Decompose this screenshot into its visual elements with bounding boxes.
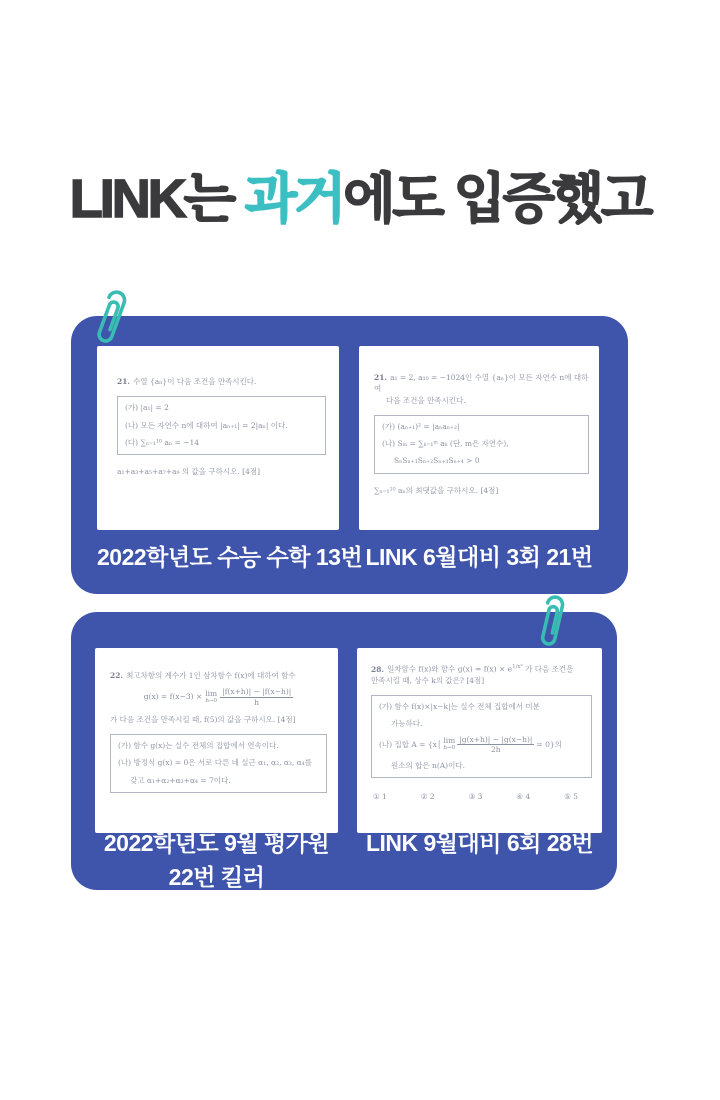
lim-subscript: h→0 — [205, 697, 218, 704]
problem-equation — [110, 687, 327, 707]
condition-box — [110, 734, 327, 793]
caption-pyeonggawon-killer — [95, 826, 338, 894]
condition-ga: (가) (aₙ₊₁)² = |aₙaₙ₊₂| — [382, 421, 460, 431]
fraction — [220, 687, 293, 707]
caption-link-june: LINK 6월대비 3회 21번 — [365, 544, 593, 570]
problem-head-text: a₁ = 2, a₁₀ = −1024인 수열 {aₙ}이 모든 자연수 n에 대하여 — [374, 373, 589, 394]
exam-card-past — [71, 316, 628, 594]
problem-head — [374, 372, 589, 395]
problem-head — [117, 376, 326, 387]
lim-label: lim — [443, 736, 456, 746]
fraction — [457, 735, 534, 755]
na-prefix: (나) 집합 A = {x│ — [379, 739, 442, 749]
problem-head — [110, 670, 327, 681]
lim-subscript: h→0 — [443, 744, 456, 751]
condition-ga: (가) 함수 g(x)는 실수 전체의 집합에서 연속이다. — [118, 741, 279, 750]
lim-label: lim — [205, 689, 218, 698]
condition-na-line2: 원소의 합은 n(A)이다. — [391, 761, 465, 770]
problem-head-line2: 다음 조건을 만족시킨다. — [386, 395, 466, 405]
caption-line-1: 2022학년도 9월 평가원 — [103, 830, 330, 856]
problem-head-text: 최고차항의 계수가 1인 삼차함수 f(x)에 대하여 함수 — [126, 671, 296, 680]
na-suffix: = 0}의 — [536, 739, 562, 749]
condition-box — [117, 396, 326, 455]
limit-operator — [443, 737, 455, 751]
problem-question: ∑ₙ₌₁¹⁰ aₙ의 최댓값을 구하시오. [4점] — [374, 485, 499, 495]
problem-number: 28. — [371, 664, 385, 674]
title-post: 에도 입증했고 — [343, 169, 651, 230]
problem-number: 22. — [110, 671, 124, 680]
page-title — [0, 156, 720, 233]
choice-2: ② 2 — [420, 792, 435, 802]
problem-head-text: 수열 {aₙ}이 다음 조건을 만족시킨다. — [133, 377, 257, 386]
condition-na: (나) 방정식 g(x) = 0은 서로 다른 네 실근 α₁, α₂, α₃, α₄를 — [118, 758, 313, 768]
exam-panel-pyeonggawon-22 — [95, 648, 338, 833]
title-pre: LINK는 — [69, 169, 245, 230]
caption-link-sept: LINK 9월대비 6회 28번 — [365, 830, 594, 856]
choice-4: ④ 4 — [516, 792, 531, 802]
choice-1: ① 1 — [373, 792, 387, 802]
answer-choices — [371, 791, 592, 802]
condition-na — [379, 735, 584, 755]
choice-5: ⑤ 5 — [564, 792, 578, 802]
caption-line-2: 22번 킬러 — [168, 864, 265, 890]
problem-question: 가 다음 조건을 만족시킬 때, f(5)의 값을 구하시오. [4점] — [110, 714, 296, 724]
condition-na: (나) Sₘ = ∑ₖ₌₁ᵐ aₖ (단, m은 자연수), — [382, 439, 509, 448]
exam-card-killer — [71, 612, 617, 890]
exponent: 1/x² — [512, 664, 523, 670]
fraction-denominator: 2h — [491, 745, 501, 754]
problem-head — [371, 663, 592, 675]
fraction-denominator: h — [254, 697, 260, 707]
condition-box — [371, 695, 592, 778]
problem-question: a₁+a₃+a₅+a₇+a₉ 의 값을 구하시오. [4점] — [117, 467, 261, 476]
caption-suneung-13: 2022학년도 수능 수학 13번 — [97, 544, 363, 570]
exam-panel-suneung-13 — [97, 346, 339, 530]
condition-na-line2: 갖고 α₁+α₂+α₃+α₄ = 7이다. — [130, 775, 231, 785]
fraction-numerator: |f(x+h)| − |f(x−h)| — [222, 687, 292, 697]
problem-number: 21. — [117, 377, 131, 386]
problem-number: 21. — [374, 373, 388, 382]
limit-operator — [205, 690, 217, 704]
problem-head-line2: 만족시킬 때, 상수 k의 값은? [4점] — [371, 675, 485, 685]
condition-na: (나) 모든 자연수 n에 대하여 |aₙ₊₁| = 2|aₙ| 이다. — [125, 420, 288, 430]
problem-head-text2: 가 다음 조건을 — [522, 664, 574, 674]
problem-head-text: 일차함수 f(x)와 함수 g(x) = f(x) × e — [387, 664, 513, 674]
condition-na-line2: SₙSₙ₊₁Sₙ₊₂Sₙ₊₃Sₙ₊₄ > 0 — [394, 456, 480, 466]
equation-prefix: g(x) = f(x−3) × — [143, 692, 203, 702]
title-highlight: 과거 — [244, 169, 344, 230]
condition-ga: (가) |a₁| = 2 — [125, 403, 169, 413]
exam-panel-link-21 — [359, 346, 599, 530]
condition-da: (다) ∑ₙ₌₁¹⁰ aₙ = −14 — [125, 437, 200, 447]
condition-ga: (가) 함수 f(x)×|x−k|는 실수 전체 집합에서 미분 — [379, 702, 540, 711]
choice-3: ③ 3 — [468, 792, 483, 802]
fraction-numerator: |g(x+h)| − |g(x−h)| — [459, 734, 533, 744]
condition-box — [374, 415, 589, 474]
condition-ga-line2: 가능하다. — [391, 719, 423, 729]
exam-panel-link-28 — [357, 648, 602, 833]
